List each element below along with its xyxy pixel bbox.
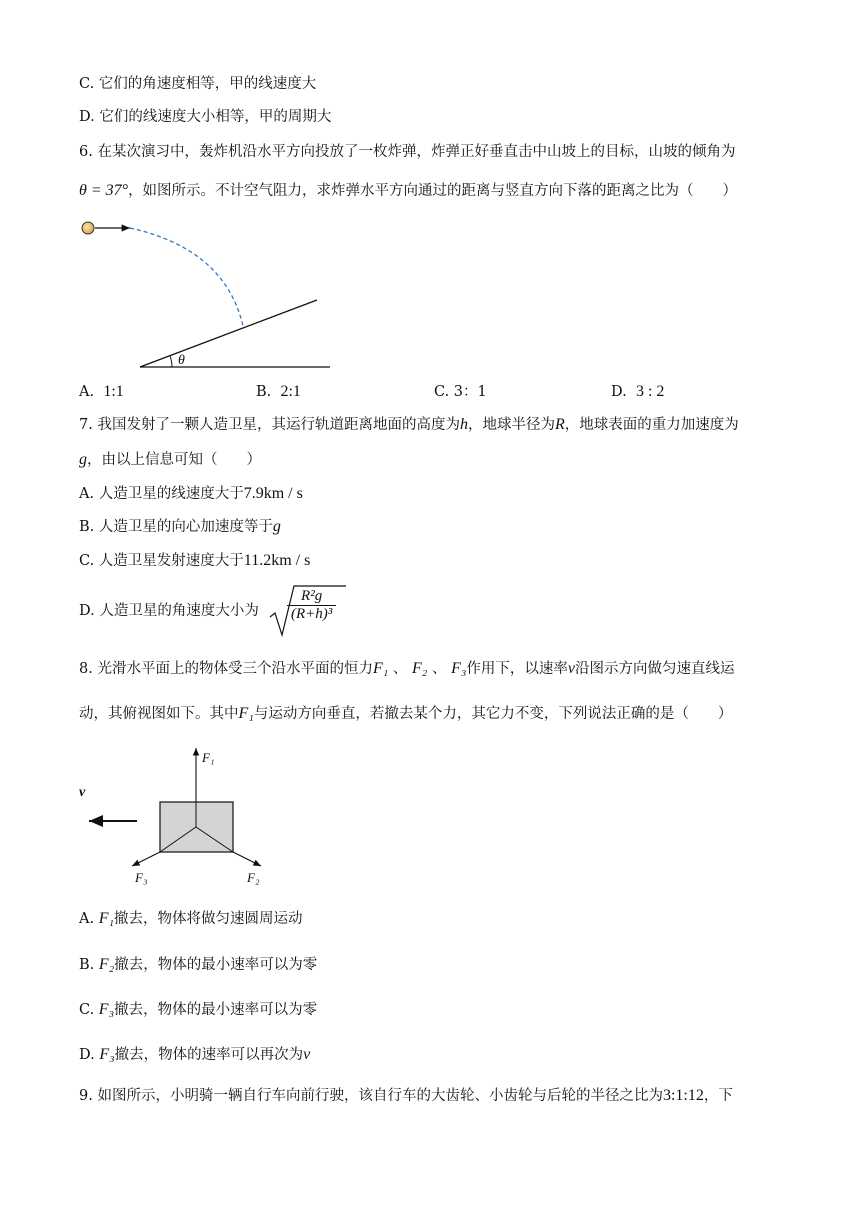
angular-velocity-fraction <box>287 588 336 623</box>
f3-label: F₃ <box>135 870 148 885</box>
fraction-denominator: (R+h)³ <box>287 605 336 623</box>
f2-label: F₂ <box>247 870 260 885</box>
angle-arc <box>170 356 172 367</box>
question5-option-d: D. 它们的线速度大小相等，甲的周期大 <box>79 109 332 125</box>
velocity-label: v <box>79 785 86 800</box>
question6-stem-text: ，如图所示。不计空气阻力，求炸弹水平方向通过的距离与竖直方向下落的距离之比为（ ） <box>128 183 738 199</box>
question8-option-d: D. F₃撤去，物体的速率可以再次为v <box>79 1046 311 1063</box>
question7-option-b: B. 人造卫星的向心加速度等于g <box>79 518 281 535</box>
question7-option-a: A. 人造卫星的线速度大于7.9km / s <box>79 485 303 502</box>
question6-option-a: A. 1:1 <box>79 383 124 400</box>
question8-option-b: B. F₂撤去，物体的最小速率可以为零 <box>79 956 318 973</box>
question6-stem-line2 <box>79 181 737 201</box>
question8-option-a: A. F₁撤去，物体将做匀速圆周运动 <box>79 910 303 927</box>
question8-option-c: C. F₃撤去，物体的最小速率可以为零 <box>79 1001 318 1018</box>
question7-stem-line1: 7. 我国发射了一颗人造卫星，其运行轨道距离地面的高度为h，地球半径为R，地球表面的重力加速度为 <box>79 416 739 433</box>
force-f2-arrow <box>233 852 261 866</box>
question7-option-c: C. 人造卫星发射速度大于11.2km / s <box>79 552 311 569</box>
force-diagram-figure <box>75 742 275 892</box>
theta-label: θ <box>178 353 185 368</box>
force-f3-arrow <box>132 852 160 866</box>
slope-line <box>140 300 317 367</box>
question8-stem-line1: 8. 光滑水平面上的物体受三个沿水平面的恒力F₁ 、 F₂ 、 F₃作用下，以速率v沿图示方向做匀速直线运 <box>79 660 735 677</box>
question7-option-d: D. 人造卫星的角速度大小为 <box>79 603 259 619</box>
question6-option-d: D. 3 : 2 <box>611 383 665 400</box>
theta-equation: θ = 37° <box>79 182 129 199</box>
question6-option-c: C. 3：1 <box>434 384 487 400</box>
trajectory-dashed-curve <box>130 228 243 326</box>
question5-option-c: C. 它们的角速度相等，甲的线速度大 <box>79 76 317 92</box>
question7-stem-line2: g，由以上信息可知（ ） <box>79 451 261 468</box>
question8-stem-line2: 动，其俯视图如下。其中F₁与运动方向垂直，若撤去某个力，其它力不变，下列说法正确的是（ ） <box>79 705 733 722</box>
f1-label: F₁ <box>202 750 215 765</box>
bomb-ball <box>82 222 94 234</box>
projectile-slope-figure <box>75 214 335 374</box>
question6-stem-line1: 6. 在某次演习中，轰炸机沿水平方向投放了一枚炸弹，炸弹正好垂直击中山坡上的目标，山坡的倾角为 <box>79 144 736 160</box>
question9-stem-line1: 9. 如图所示，小明骑一辆自行车向前行驶，该自行车的大齿轮、小齿轮与后轮的半径之比为3:1:12，下 <box>79 1087 733 1104</box>
question6-option-b: B. 2:1 <box>256 383 301 400</box>
fraction-numerator: R²g <box>301 588 323 604</box>
